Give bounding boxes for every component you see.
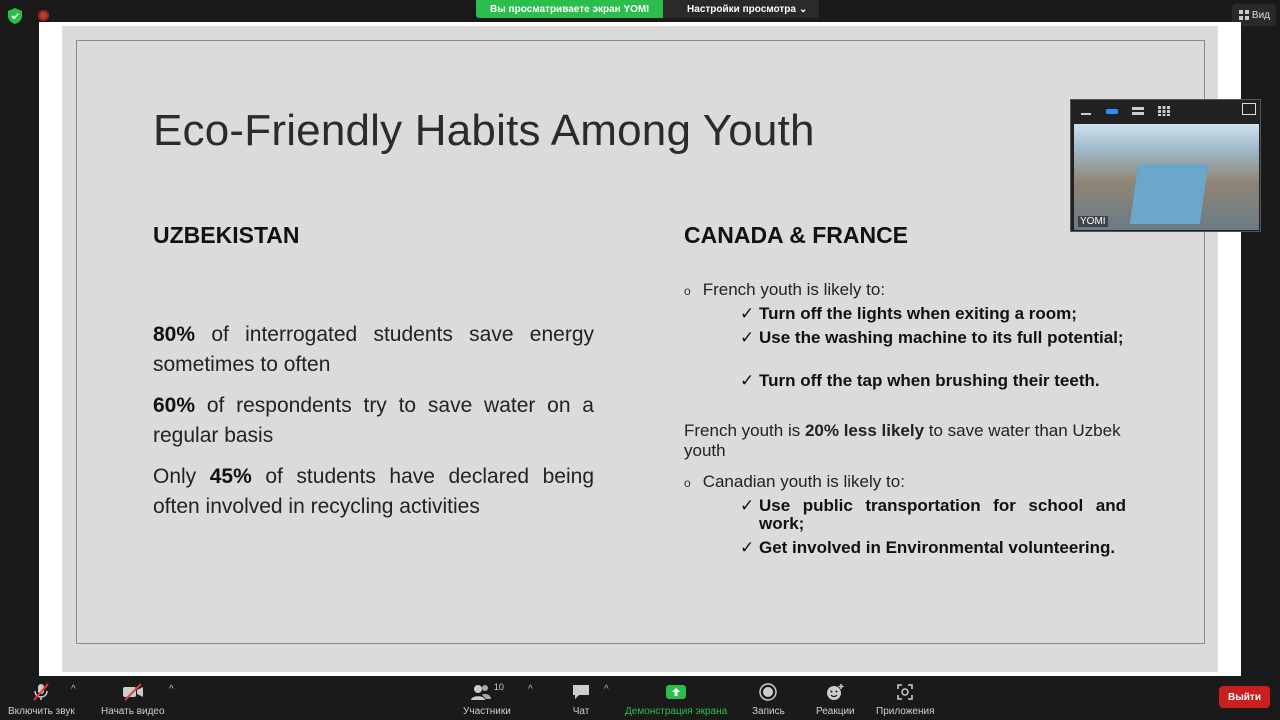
reactions-smiley-icon <box>825 682 845 702</box>
grid-view-icon <box>1239 10 1249 20</box>
french-item <box>740 372 1126 390</box>
share-screen-button[interactable] <box>625 682 727 717</box>
participant-name-label: YOMI <box>1080 216 1106 227</box>
conference-table-image <box>1130 164 1208 224</box>
unmute-button[interactable] <box>8 682 75 717</box>
stat-recycling-value: 45% <box>209 465 252 488</box>
checkmark-icon: ✓ <box>740 304 755 323</box>
leave-meeting-button[interactable]: Выйти <box>1219 686 1270 708</box>
canada-item <box>740 539 1126 557</box>
french-item-text: Turn off the lights when exiting a room; <box>759 304 1077 323</box>
stat-water-value: 60% <box>153 394 196 417</box>
comparison-prefix: French youth is <box>684 421 805 440</box>
stat-recycling-text: of students have declared being often involved in recycling activities <box>153 465 594 518</box>
french-item <box>740 329 1126 347</box>
circle-bullet-icon: o <box>684 284 691 298</box>
french-item <box>740 305 1126 323</box>
participants-count: 10 <box>493 682 504 692</box>
security-shield-icon[interactable] <box>8 8 22 24</box>
checkmark-icon: ✓ <box>740 371 755 390</box>
chevron-down-icon: ⌄ <box>798 3 808 15</box>
canada-item-text: Use public transportation for school and work; <box>759 496 1126 533</box>
stat-energy-value: 80% <box>153 323 196 346</box>
video-layout-toolbar <box>1071 100 1260 122</box>
uzbekistan-heading: UZBEKISTAN <box>153 222 300 248</box>
view-settings-button[interactable] <box>663 0 819 18</box>
share-screen-icon <box>665 683 687 701</box>
stat-water <box>153 391 594 451</box>
video-options-caret-icon[interactable]: ^ <box>169 684 174 695</box>
stat-recycling-prefix: Only <box>153 465 210 488</box>
view-button-label: Вид <box>1251 9 1270 21</box>
comparison-suffix: to save water than Uzbek youth <box>684 421 1121 460</box>
apps-icon <box>896 683 914 701</box>
participants-label: Участники <box>463 706 511 717</box>
french-item-text: Turn off the tap when brushing their teeth. <box>759 371 1100 390</box>
checkmark-icon: ✓ <box>740 496 755 515</box>
sharing-status-text: Вы просматриваете экран YOMI <box>476 0 663 18</box>
checkmark-icon: ✓ <box>740 328 755 347</box>
start-video-label: Начать видео <box>101 706 165 717</box>
recording-indicator-icon <box>38 10 49 21</box>
participants-options-caret-icon[interactable]: ^ <box>528 684 533 695</box>
record-icon <box>758 682 778 702</box>
chat-options-caret-icon[interactable]: ^ <box>604 684 609 695</box>
slide-title: Eco-Friendly Habits Among Youth <box>153 106 815 155</box>
french-intro <box>684 280 885 300</box>
apps-label: Приложения <box>876 706 935 717</box>
canada-intro <box>684 472 905 492</box>
circle-bullet-icon: o <box>684 476 691 490</box>
reactions-button[interactable] <box>816 682 855 717</box>
gallery-view-icon[interactable] <box>1157 106 1171 116</box>
stat-energy <box>153 320 594 380</box>
participant-video-thumbnail[interactable] <box>1070 99 1261 232</box>
canada-item <box>740 497 1126 533</box>
meeting-controls-toolbar <box>0 676 1280 720</box>
french-item-text: Use the washing machine to its full potential; <box>759 328 1124 347</box>
video-off-icon <box>122 682 144 702</box>
stat-recycling <box>153 462 594 522</box>
unmute-label: Включить звук <box>8 706 75 717</box>
view-settings-label: Настройки просмотра <box>687 3 796 15</box>
chat-button[interactable] <box>571 682 591 717</box>
reactions-label: Реакции <box>816 706 855 717</box>
record-button[interactable] <box>752 682 785 717</box>
stat-energy-text: of interrogated students save energy sometimes to often <box>153 323 594 376</box>
canada-france-heading: CANADA & FRANCE <box>684 222 909 248</box>
participants-button[interactable] <box>463 682 511 717</box>
canada-intro-text: Canadian youth is likely to: <box>702 472 905 491</box>
screen-share-banner <box>476 0 819 18</box>
record-label: Запись <box>752 706 785 717</box>
participant-video-feed <box>1074 124 1259 230</box>
apps-button[interactable] <box>876 682 935 717</box>
audio-options-caret-icon[interactable]: ^ <box>71 684 76 695</box>
french-intro-text: French youth is likely to: <box>702 280 886 299</box>
share-screen-label: Демонстрация экрана <box>625 706 728 717</box>
stacked-view-icon[interactable] <box>1131 106 1145 116</box>
checkmark-icon: ✓ <box>740 538 755 557</box>
start-video-button[interactable] <box>101 682 165 717</box>
exit-thumbnail-icon[interactable] <box>1242 103 1256 115</box>
participants-icon <box>470 683 492 701</box>
canada-item-text: Get involved in Environmental volunteering. <box>759 538 1116 557</box>
microphone-muted-icon <box>31 682 51 702</box>
stat-water-text: of respondents try to save water on a regular basis <box>153 394 594 447</box>
chat-icon <box>571 683 591 701</box>
minimize-icon[interactable] <box>1079 106 1093 116</box>
french-comparison <box>684 421 1126 461</box>
chat-label: Чат <box>572 706 590 717</box>
comparison-highlight: 20% less likely <box>804 421 925 440</box>
speaker-view-icon[interactable] <box>1105 106 1119 116</box>
